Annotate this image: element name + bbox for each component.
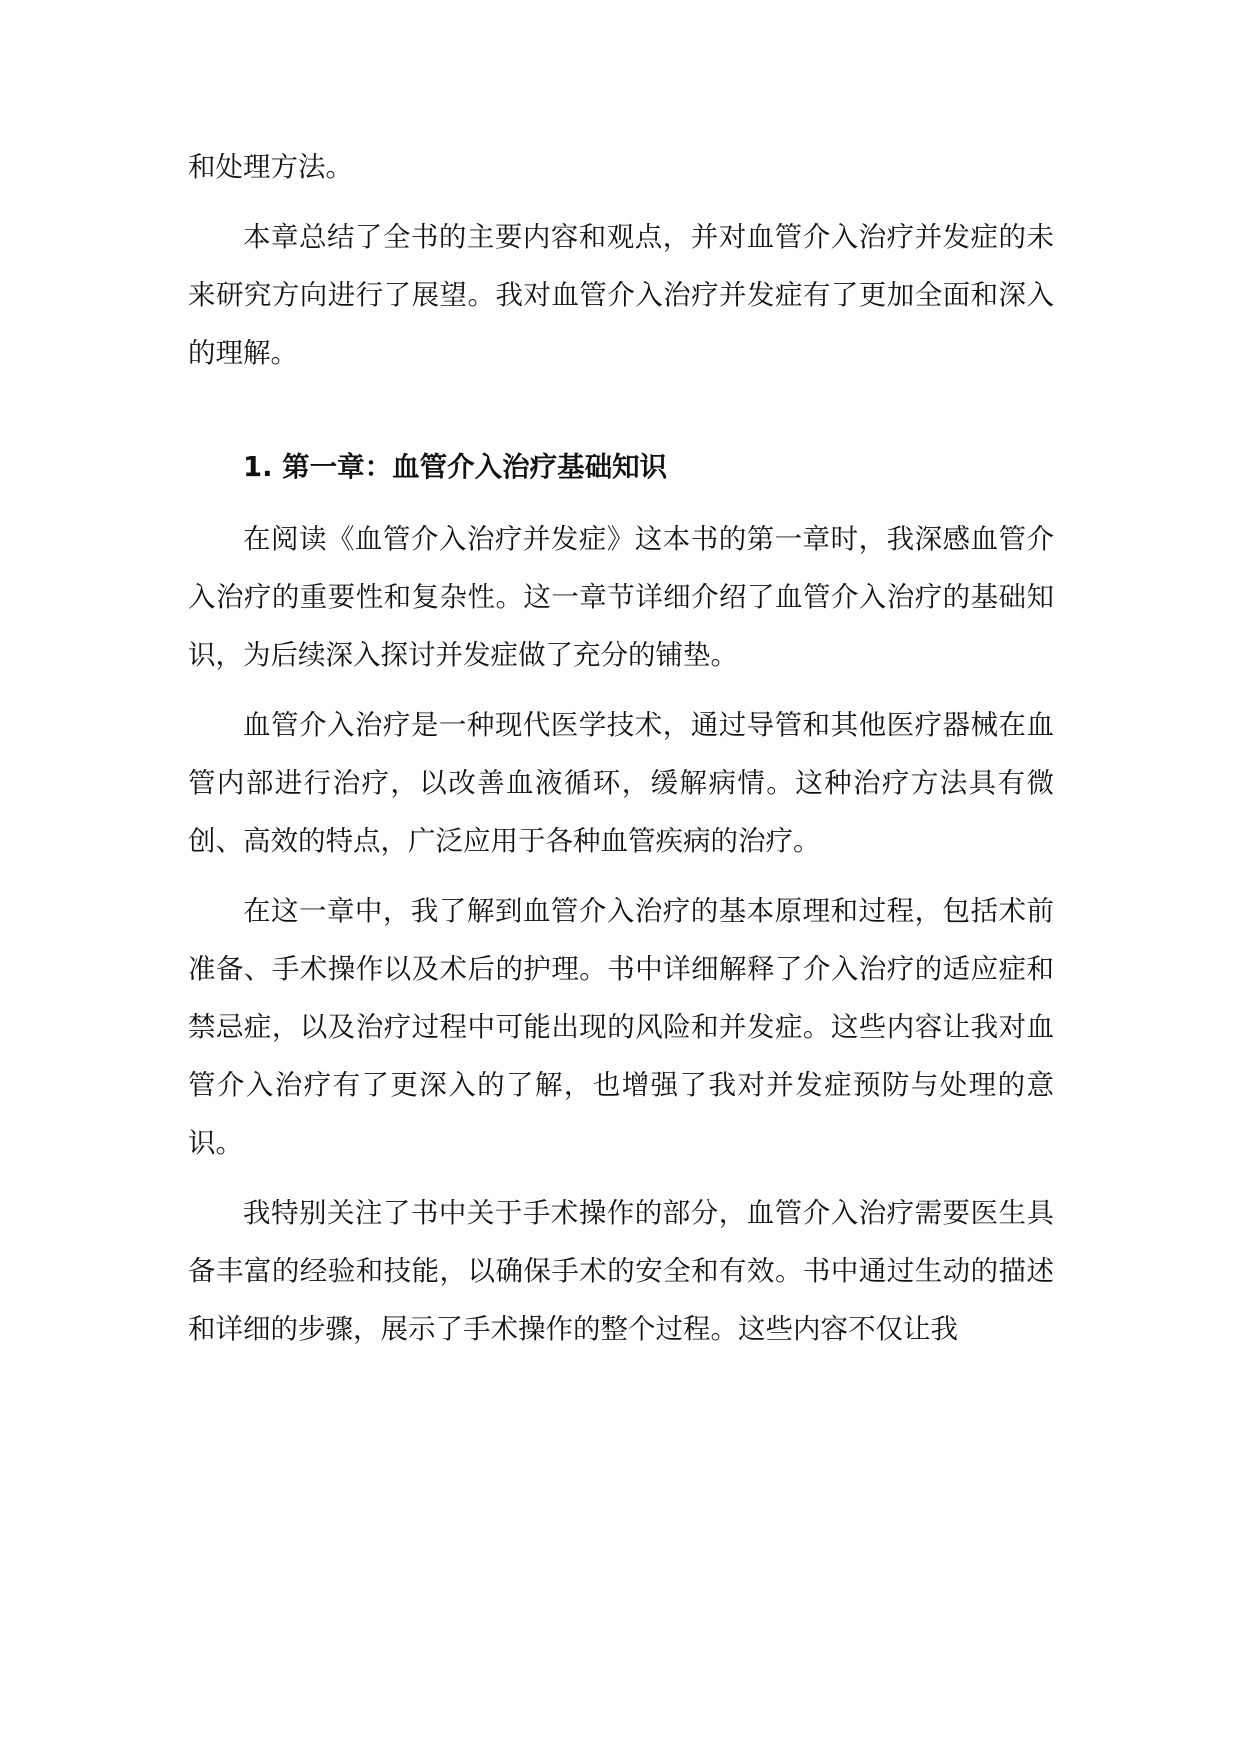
paragraph-summary: 本章总结了全书的主要内容和观点，并对血管介入治疗并发症的未来研究方向进行了展望。我对血管介入治疗并发症有了更加全面和深入的理解。 [188,221,1054,369]
paragraph-continuation: 和处理方法。 [188,151,353,183]
paragraph: 我特别关注了书中关于手术操作的部分，血管介入治疗需要医生具备丰富的经验和技能，以确保手术的安全和有效。书中通过生动的描述和详细的步骤，展示了手术操作的整个过程。这些内容不仅让我 [188,1197,1054,1345]
paragraph: 在这一章中，我了解到血管介入治疗的基本原理和过程，包括术前准备、手术操作以及术后的护理。书中详细解释了介入治疗的适应症和禁忌症，以及治疗过程中可能出现的风险和并发症。这些内容让我对血管介入治疗有了更深入的了解，也增强了我对并发症预防与处理的意识。 [188,895,1054,1159]
paragraph: 在阅读《血管介入治疗并发症》这本书的第一章时，我深感血管介入治疗的重要性和复杂性。这一章节详细介绍了血管介入治疗的基础知识，为后续深入探讨并发症做了充分的铺垫。 [188,523,1054,671]
document-body [188,138,1054,1370]
paragraph: 血管介入治疗是一种现代医学技术，通过导管和其他医疗器械在血管内部进行治疗，以改善血液循环，缓解病情。这种治疗方法具有微创、高效的特点，广泛应用于各种血管疾病的治疗。 [188,709,1054,857]
section-heading: 1. 第一章：血管介入治疗基础知识 [243,451,668,483]
